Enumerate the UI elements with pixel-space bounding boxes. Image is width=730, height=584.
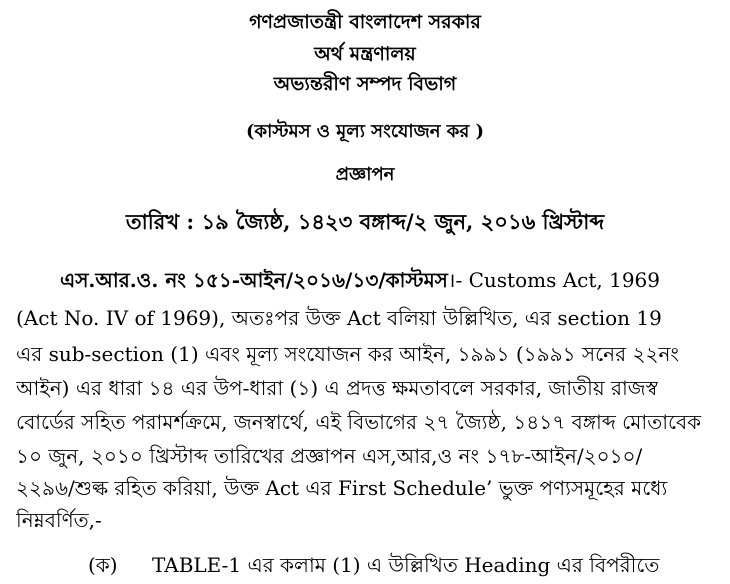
paragraph-line-4: আইন) এর ধারা ১৪ এর উপ-ধারা (১) এ প্রদত্ত ক্ষমতাবলে সরকার, জাতীয় রাজস্ব <box>16 376 658 400</box>
paragraph-line-1-rest: ।- Customs Act, 1969 <box>447 268 661 292</box>
list-item-marker: (ক) <box>88 553 118 577</box>
paragraph-line-3: এর sub-section (1) এবং মূল্য সংযোজন কর আইন, ১৯৯১ (১৯৯১ সনের ২২নং <box>16 342 679 366</box>
paragraph-line-2: (Act No. IV of 1969), অতঃপর উক্ত Act বলিয়া উল্লিখিত, এর section 19 <box>16 306 662 330</box>
sro-number: এস.আর.ও. নং ১৫১-আইন/২০১৬/১৩/কাস্টমস <box>60 268 448 292</box>
paragraph-line-7: ২২৯৬/শুল্ক রহিত করিয়া, উক্ত Act এর First Schedule’ ভুক্ত পণ্যসমূহের মধ্যে <box>16 476 668 500</box>
notice-label: প্রজ্ঞাপন <box>335 164 395 185</box>
paragraph-line-1 <box>16 266 716 299</box>
date-line: তারিখ : ১৯ জ্যৈষ্ঠ, ১৪২৩ বঙ্গাব্দ/২ জুন, ২০১৬ খ্রিস্টাব্দ <box>125 209 605 234</box>
paragraph-line-5: বোর্ডের সহিত পরামর্শক্রমে, জনস্বার্থে, এই বিভাগের ২৭ জ্যৈষ্ঠ, ১৪১৭ বঙ্গাব্দ মোতাবেক <box>16 410 702 434</box>
paragraph-line-8: নিম্নবর্ণিত,- <box>16 508 102 532</box>
list-item-text: TABLE-1 এর কলাম (1) এ উল্লিখিত Heading এর বিপরীতে <box>152 553 660 577</box>
division-title: অভ্যন্তরীণ সম্পদ বিভাগ <box>273 73 457 95</box>
government-title: গণপ্রজাতন্ত্রী বাংলাদেশ সরকার <box>249 11 481 33</box>
wing-title: (কাস্টমস ও মূল্য সংযোজন কর ) <box>245 121 485 142</box>
ministry-title: অর্থ মন্ত্রণালয় <box>314 43 416 65</box>
paragraph-line-6: ১০ জুন, ২০১০ খ্রিস্টাব্দ তারিখের প্রজ্ঞাপন এস,আর,ও নং ১৭৮-আইন/২০১০/ <box>16 444 643 468</box>
